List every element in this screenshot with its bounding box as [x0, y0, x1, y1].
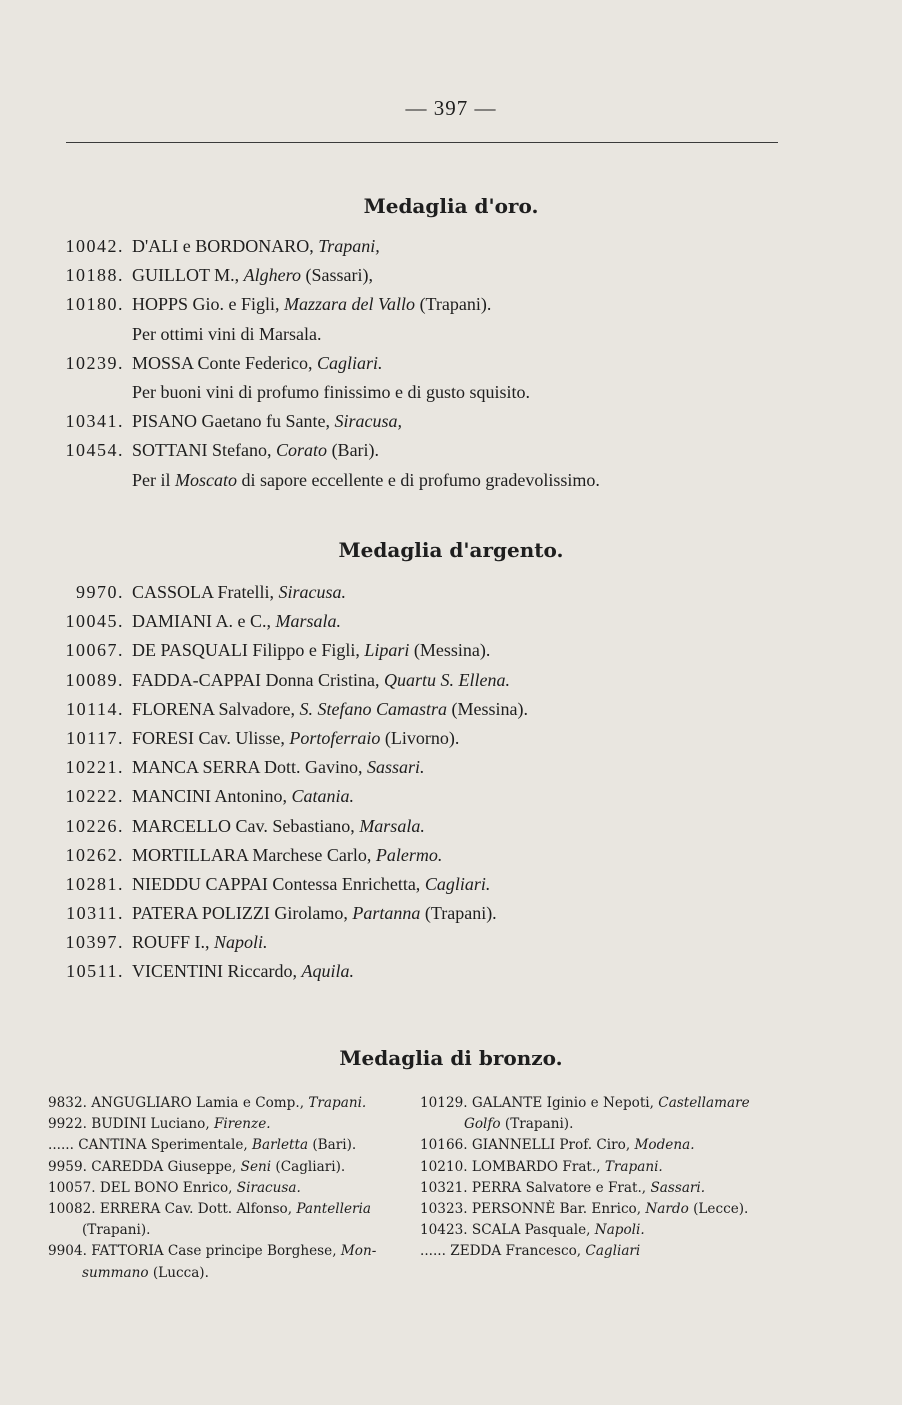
entry-place: Trapani.: [308, 1095, 367, 1111]
note-text: Per ottimi vini di Marsala.: [132, 323, 322, 344]
list-item: [0, 666, 902, 695]
entry-place: Corato: [276, 440, 328, 461]
entry-place: Alghero: [243, 265, 301, 286]
entry-text: [132, 695, 528, 724]
entry-region: (Bari).: [327, 440, 380, 461]
note-text: Per buoni vini di profumo finissimo e di gusto squisito.: [132, 381, 531, 402]
entry-place: Siracusa.: [278, 582, 347, 602]
entry-name: 10423. SCALA Pasquale,: [420, 1222, 595, 1239]
list-item: [0, 636, 902, 665]
list-item: [0, 724, 902, 753]
entry-name: 9904. FATTORIA Case principe Borghese,: [48, 1243, 341, 1260]
entry-place: Moscato: [175, 469, 237, 490]
entry-text: [132, 812, 425, 841]
entry-region: (Cagliari).: [271, 1158, 346, 1175]
entry-number: 10311.: [66, 903, 124, 924]
entry-number: 10454.: [65, 440, 124, 461]
entry-continuation: [48, 1263, 408, 1284]
bronze-heading: Medaglia di bronzo.: [339, 1046, 563, 1070]
entry-name: HOPPS Gio. e Figli,: [132, 294, 285, 315]
list-item: [48, 1114, 408, 1135]
list-item: [48, 1135, 408, 1156]
entry-place: Golfo: [464, 1116, 501, 1133]
entry-number: 10045.: [65, 611, 124, 632]
entry-text: [132, 870, 490, 899]
entry-place: Cagliari.: [317, 352, 383, 373]
entry-number: 9970.: [76, 582, 124, 602]
list-item: [0, 928, 902, 957]
list-item: [0, 812, 902, 841]
list-item: [0, 290, 902, 319]
list-item: [0, 695, 902, 724]
entry-place: Cagliari: [585, 1243, 641, 1260]
list-item: [0, 841, 902, 870]
entry-text: [132, 349, 383, 378]
list-item: [420, 1157, 800, 1178]
entry-name: 10323. PERSONNÈ Bar. Enrico,: [420, 1200, 646, 1217]
entry-place: Napoli.: [214, 932, 268, 953]
entry-place: summano: [82, 1264, 149, 1281]
entry-number: 10221.: [65, 757, 124, 778]
entry-region: (Lucca).: [148, 1264, 209, 1281]
list-item: [420, 1135, 800, 1156]
entry-region: (Trapani).: [500, 1116, 574, 1133]
entry-name: MARCELLO Cav. Sebastiano,: [132, 815, 360, 836]
entry-text: [132, 899, 497, 928]
entry-text: [132, 232, 380, 261]
entry-text: [132, 407, 402, 436]
entry-name: DE PASQUALI Filippo e Figli,: [132, 640, 365, 661]
entry-name: NIEDDU CAPPAI Contessa Enrichetta,: [132, 873, 425, 894]
list-item: [420, 1178, 800, 1199]
entry-name: PATERA POLIZZI Girolamo,: [132, 903, 353, 924]
entry-name: VICENTINI Riccardo,: [132, 961, 302, 982]
page-number: — 397 —: [405, 96, 497, 120]
entry-number: 10341.: [65, 411, 124, 432]
entry-place: Palermo.: [375, 844, 443, 865]
entry-number: 10281.: [65, 873, 124, 894]
entry-name: 9832. ANGUGLIARO Lamia e Comp.,: [48, 1095, 309, 1111]
entry-region: (Livorno).: [380, 727, 460, 748]
entry-region: (Sassari),: [300, 265, 373, 286]
entry-place: Napoli.: [594, 1222, 645, 1239]
entry-text: [132, 928, 268, 957]
entry-note: [0, 466, 902, 495]
entry-place: Modena.: [634, 1137, 695, 1154]
entry-place: Portoferraio: [289, 727, 381, 748]
gold-entries: [0, 232, 902, 495]
list-item: [0, 407, 902, 436]
entry-name: 9959. CAREDDA Giuseppe,: [48, 1158, 241, 1175]
entry-place: Catania.: [291, 786, 355, 807]
entry-number: 10067.: [65, 640, 124, 661]
entry-region: di sapore eccellente e di profumo gradevolissimo.: [237, 469, 600, 490]
list-item: [0, 578, 902, 607]
entry-number: 10042.: [65, 236, 124, 256]
entry-place: Nardo: [645, 1200, 689, 1217]
entry-name: 10210. LOMBARDO Frat.,: [420, 1158, 605, 1175]
entry-text: [132, 753, 425, 782]
entry-place: Siracusa.: [236, 1179, 301, 1196]
entry-text: [132, 578, 346, 607]
entry-region: (Lecce).: [688, 1200, 749, 1217]
entry-name: MANCA SERRA Dott. Gavino,: [132, 757, 368, 778]
entry-text: [132, 636, 490, 665]
entry-number: 10089.: [65, 669, 124, 690]
entry-name: FORESI Cav. Ulisse,: [132, 727, 290, 748]
entry-name: ...... CANTINA Sperimentale,: [48, 1137, 253, 1154]
entry-place: Sassari.: [367, 757, 425, 778]
entry-place: Castellamare: [658, 1095, 750, 1111]
entry-text: [132, 666, 510, 695]
entry-text: [132, 841, 442, 870]
list-item: [48, 1241, 408, 1262]
entry-name: MORTILLARA Marchese Carlo,: [132, 844, 376, 865]
entry-text: [132, 607, 341, 636]
entry-name: 9922. BUDINI Luciano,: [48, 1116, 214, 1133]
entry-name: D'ALI e BORDONARO,: [132, 236, 319, 256]
entry-continuation: [420, 1114, 800, 1135]
entry-place: Firenze.: [213, 1116, 271, 1133]
entry-number: 10222.: [65, 786, 124, 807]
entry-text: [132, 436, 379, 465]
entry-name: FLORENA Salvadore,: [132, 698, 300, 719]
list-item: [48, 1157, 408, 1178]
list-item: [420, 1093, 800, 1114]
entry-number: 10188.: [65, 265, 124, 286]
entry-place: Pantelleria: [296, 1200, 371, 1217]
entry-continuation: [48, 1220, 408, 1241]
entry-name: MOSSA Conte Federico,: [132, 352, 318, 373]
list-item: [0, 782, 902, 811]
entry-name: 10129. GALANTE Iginio e Nepoti,: [420, 1095, 659, 1111]
entry-place: Seni: [240, 1158, 272, 1175]
entry-region: (Trapani).: [415, 294, 492, 315]
entry-number: 10180.: [65, 294, 124, 315]
entry-text: [132, 261, 373, 290]
entry-place: Siracusa,: [334, 411, 402, 432]
entry-name: GUILLOT M.,: [132, 265, 244, 286]
entry-note: [0, 378, 902, 407]
entry-text: [132, 957, 354, 986]
list-item: [48, 1093, 408, 1114]
entry-text: [132, 782, 354, 811]
list-item: [0, 870, 902, 899]
entry-text: [132, 290, 491, 319]
list-item: [0, 899, 902, 928]
entry-name: ...... ZEDDA Francesco,: [420, 1243, 586, 1260]
entry-place: Trapani.: [604, 1158, 663, 1175]
entry-place: Trapani,: [318, 236, 380, 256]
silver-heading: Medaglia d'argento.: [338, 538, 564, 562]
entry-name: Per il: [132, 469, 175, 490]
entry-name: CASSOLA Fratelli,: [132, 582, 279, 602]
list-item: [0, 232, 902, 261]
entry-region: (Bari).: [308, 1137, 357, 1154]
entry-place: Mazzara del Vallo: [284, 294, 416, 315]
entry-place: Barletta: [252, 1137, 309, 1154]
list-item: [420, 1241, 800, 1262]
entry-place: Mon-: [340, 1243, 377, 1260]
list-item: [48, 1178, 408, 1199]
entry-name: MANCINI Antonino,: [132, 786, 292, 807]
silver-entries: [0, 578, 902, 987]
entry-place: Cagliari.: [424, 873, 491, 894]
entry-number: 10397.: [65, 932, 124, 953]
entry-name: 10321. PERRA Salvatore e Frat.,: [420, 1179, 651, 1196]
bronze-right-column: [420, 1093, 800, 1263]
entry-note: [0, 320, 902, 349]
entry-place: Partanna: [352, 903, 421, 924]
entry-place: Aquila.: [301, 961, 354, 982]
entry-region: (Messina).: [447, 698, 528, 719]
entry-name: DAMIANI A. e C.,: [132, 611, 276, 632]
entry-place: Sassari.: [650, 1179, 706, 1196]
entry-place: Marsala.: [275, 611, 342, 632]
entry-place: Lipari: [364, 640, 410, 661]
entry-name: SOTTANI Stefano,: [132, 440, 277, 461]
entry-number: 10262.: [65, 844, 124, 865]
entry-number: 10114.: [66, 698, 124, 719]
entry-name: (Trapani).: [82, 1222, 151, 1239]
entry-number: 10239.: [65, 352, 124, 373]
list-item: [0, 753, 902, 782]
entry-region: (Trapani).: [420, 903, 497, 924]
gold-heading: Medaglia d'oro.: [363, 194, 539, 218]
bronze-left-column: [48, 1093, 408, 1284]
entry-name: FADDA-CAPPAI Donna Cristina,: [132, 669, 385, 690]
entry-place: Quartu S. Ellena.: [384, 669, 511, 690]
note-text: [132, 466, 600, 495]
entry-name: 10166. GIANNELLI Prof. Ciro,: [420, 1137, 635, 1154]
entry-text: [132, 724, 459, 753]
entry-number: 10511.: [66, 961, 124, 982]
header-rule: [66, 142, 778, 143]
entry-region: (Messina).: [409, 640, 491, 661]
list-item: [0, 349, 902, 378]
list-item: [420, 1220, 800, 1241]
list-item: [48, 1199, 408, 1220]
list-item: [0, 261, 902, 290]
entry-place: Marsala.: [359, 815, 425, 836]
list-item: [0, 607, 902, 636]
entry-number: 10117.: [66, 727, 124, 748]
entry-name: PISANO Gaetano fu Sante,: [132, 411, 335, 432]
entry-place: S. Stefano Camastra: [299, 698, 447, 719]
list-item: [420, 1199, 800, 1220]
list-item: [0, 957, 902, 986]
entry-name: 10057. DEL BONO Enrico,: [48, 1179, 237, 1196]
list-item: [0, 436, 902, 465]
entry-number: 10226.: [65, 815, 124, 836]
entry-name: 10082. ERRERA Cav. Dott. Alfonso,: [48, 1200, 297, 1217]
entry-name: ROUFF I.,: [132, 932, 215, 953]
